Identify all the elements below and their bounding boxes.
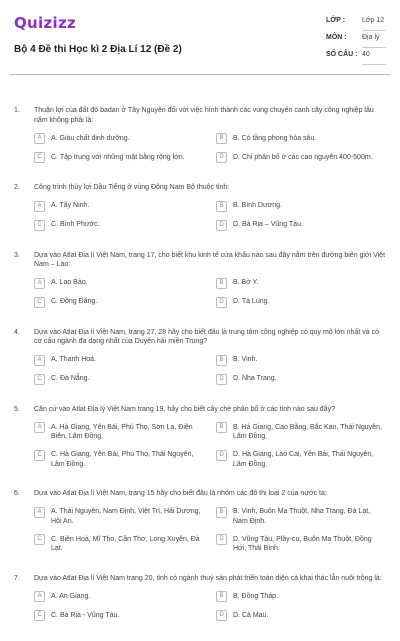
option-text: C. Biên Hoà, Mĩ Tho, Cần Thơ, Long Xuyên, Đà Lạt. bbox=[51, 535, 200, 552]
option-letter-box[interactable]: C bbox=[34, 374, 45, 385]
question-number: 6. bbox=[14, 490, 20, 497]
option-letter-box[interactable]: D bbox=[216, 297, 227, 308]
answer-option[interactable] bbox=[34, 591, 204, 602]
question-text: Căn cứ vào Atlat Địa lý Việt Nam trang 19, hãy cho biết cây chè phân bố ở các tỉnh nào sau đây? bbox=[34, 405, 335, 413]
option-letter-box[interactable]: D bbox=[216, 152, 227, 163]
question-number: 3. bbox=[14, 251, 20, 259]
meta-label: SỐ CÂU : bbox=[326, 51, 358, 58]
option-text: B. Có tầng phong hóa sâu. bbox=[233, 134, 317, 142]
answer-options bbox=[14, 278, 386, 316]
option-text: D. Bà Rịa – Vũng Tàu. bbox=[233, 221, 303, 228]
answer-option[interactable] bbox=[216, 278, 386, 289]
option-text: B. Bình Dương. bbox=[233, 202, 282, 209]
question-number: 5. bbox=[14, 405, 20, 413]
option-letter-box[interactable]: C bbox=[34, 534, 45, 545]
option-text: C. Đồng Đăng. bbox=[51, 298, 98, 305]
option-text: D. Cà Mau. bbox=[233, 611, 269, 619]
answer-option[interactable] bbox=[216, 297, 386, 308]
meta-value: 40 bbox=[362, 51, 370, 58]
question-item bbox=[14, 328, 386, 393]
answer-option[interactable] bbox=[34, 534, 204, 554]
option-text: C. Bà Rịa - Vũng Tàu. bbox=[51, 611, 120, 619]
option-text: D. Hà Giang, Lào Cai, Yên Bái, Thái Nguyên, Lâm Đồng. bbox=[233, 451, 374, 468]
option-letter-box[interactable]: D bbox=[216, 450, 227, 461]
option-text: D. Chỉ phân bố ở các cao nguyên 400-500m. bbox=[233, 153, 373, 161]
header-divider bbox=[10, 74, 390, 75]
option-text: C. Tập trung với những mặt bằng rộng lớn. bbox=[51, 153, 185, 161]
answer-options bbox=[14, 591, 386, 629]
option-letter-box[interactable]: D bbox=[216, 534, 227, 545]
option-letter-box[interactable]: A bbox=[34, 591, 45, 602]
answer-option[interactable] bbox=[34, 422, 204, 442]
question-header bbox=[14, 489, 386, 499]
answer-options bbox=[14, 507, 386, 562]
question-number: 7. bbox=[14, 574, 20, 582]
answer-option[interactable] bbox=[216, 152, 386, 163]
option-text: D. Tà Lùng. bbox=[233, 298, 270, 305]
meta-label: LỚP : bbox=[326, 17, 346, 24]
answer-option[interactable] bbox=[34, 507, 204, 527]
option-letter-box[interactable]: B bbox=[216, 278, 227, 289]
meta-value: Địa lý bbox=[362, 34, 380, 41]
option-text: B. Vinh. bbox=[233, 356, 258, 363]
question-header bbox=[14, 328, 386, 347]
option-letter-box[interactable]: B bbox=[216, 133, 227, 144]
meta-row-class bbox=[326, 14, 386, 31]
option-text: A. Thái Nguyên, Nam Định, Việt Trì, Hải Dương, Hội An. bbox=[51, 508, 201, 525]
answer-options bbox=[14, 422, 386, 477]
question-text: Dựa vào Atlat Địa lí Việt Nam, trang 17, cho biết khu kinh tế cửa khẩu nào sau đây nằm trên đường biên giới Việt Nam – Lào: bbox=[34, 251, 386, 268]
question-item bbox=[14, 489, 386, 562]
option-letter-box[interactable]: D bbox=[216, 610, 227, 621]
answer-option[interactable] bbox=[34, 374, 204, 385]
option-letter-box[interactable]: C bbox=[34, 152, 45, 163]
option-letter-box[interactable]: A bbox=[34, 422, 45, 433]
answer-option[interactable] bbox=[216, 201, 386, 212]
question-number: 4. bbox=[14, 328, 20, 336]
option-letter-box[interactable]: A bbox=[34, 133, 45, 144]
question-text: Dựa vào Atlat Địa lí Việt Nam, trang 27, 28 hãy cho biết đâu là trung tâm công nghiệp có quy mô lớn nhất và có cơ cấu ngành đa dạng nhất của Duyên hải miền Trung? bbox=[34, 328, 379, 345]
worksheet-meta bbox=[326, 14, 386, 65]
option-letter-box[interactable]: A bbox=[34, 201, 45, 212]
meta-row-subject bbox=[326, 31, 386, 48]
worksheet-header bbox=[14, 14, 386, 66]
option-letter-box[interactable]: A bbox=[34, 355, 45, 366]
question-text: Dựa vào Atlat Địa lí Việt Nam, trang 15 hãy cho biết đâu là nhóm các đô thị loại 2 của nước ta: bbox=[34, 490, 327, 497]
answer-options bbox=[14, 133, 386, 171]
question-text: Thuận lợi của đất đỏ badan ở Tây Nguyên đối với việc hình thành các vùng chuyên canh cây công nghiệp lâu năm không phải là: bbox=[34, 107, 374, 124]
answer-option[interactable] bbox=[34, 355, 204, 366]
answer-options bbox=[14, 201, 386, 239]
answer-option[interactable] bbox=[34, 201, 204, 212]
question-item bbox=[14, 251, 386, 316]
option-letter-box[interactable]: B bbox=[216, 201, 227, 212]
question-header bbox=[14, 251, 386, 270]
meta-value: Lớp 12 bbox=[362, 17, 385, 24]
option-letter-box[interactable]: B bbox=[216, 355, 227, 366]
option-letter-box[interactable]: D bbox=[216, 374, 227, 385]
question-text: Dựa vào Atlat Địa lí Việt Nam trang 20, tỉnh có ngành thuỷ sản phát triển toàn diện cả khai thác lẫn nuôi trồng là: bbox=[34, 574, 382, 582]
question-header bbox=[14, 574, 386, 584]
answer-option[interactable] bbox=[216, 133, 386, 144]
option-letter-box[interactable]: C bbox=[34, 297, 45, 308]
option-text: C. Đà Nẵng. bbox=[51, 375, 90, 382]
answer-option[interactable] bbox=[216, 610, 386, 621]
question-item bbox=[14, 106, 386, 171]
answer-option[interactable] bbox=[216, 220, 386, 231]
option-letter-box[interactable]: D bbox=[216, 220, 227, 231]
answer-option[interactable] bbox=[216, 591, 386, 602]
meta-row-question-count bbox=[326, 48, 386, 65]
question-item bbox=[14, 405, 386, 478]
quizizz-logo: Quizizz bbox=[14, 14, 77, 32]
option-text: A. Lao Bảo. bbox=[51, 279, 88, 286]
option-text: A. Hà Giang, Yên Bái, Phú Thọ, Sơn La, Điện Biên, Lâm Đồng. bbox=[51, 423, 193, 440]
option-text: B. Vinh, Buôn Ma Thuột, Nha Trang, Đà Lạt, Nam Định. bbox=[233, 508, 371, 525]
answer-option[interactable] bbox=[34, 152, 204, 163]
meta-underline bbox=[362, 64, 386, 65]
answer-options bbox=[14, 355, 386, 393]
option-letter-box[interactable]: A bbox=[34, 278, 45, 289]
answer-option[interactable] bbox=[216, 507, 386, 527]
option-text: B. Hà Giang, Cao Bằng, Bắc Kạn, Thái Nguyên, Lâm Đồng. bbox=[233, 423, 382, 440]
option-text: A. An Giang. bbox=[51, 592, 91, 600]
option-text: C. Hà Giang, Yên Bái, Phú Thọ, Thái Nguyên, Lâm Đồng. bbox=[51, 451, 194, 468]
option-letter-box[interactable]: C bbox=[34, 610, 45, 621]
answer-option[interactable] bbox=[216, 374, 386, 385]
answer-option[interactable] bbox=[34, 450, 204, 470]
answer-option[interactable] bbox=[216, 450, 386, 470]
worksheet-title: Bộ 4 Đề thi Học kì 2 Địa Lí 12 (Đề 2) bbox=[14, 44, 182, 55]
question-header bbox=[14, 183, 386, 193]
option-text: B. Bờ Y. bbox=[233, 279, 259, 286]
option-text: A. Tây Ninh. bbox=[51, 202, 90, 209]
option-letter-box[interactable]: B bbox=[216, 422, 227, 433]
answer-option[interactable] bbox=[34, 297, 204, 308]
question-item bbox=[14, 183, 386, 239]
question-header bbox=[14, 405, 386, 415]
question-item bbox=[14, 574, 386, 630]
option-letter-box[interactable]: A bbox=[34, 507, 45, 518]
answer-option[interactable] bbox=[34, 220, 204, 231]
option-text: A. Thanh Hoá. bbox=[51, 356, 97, 363]
answer-option[interactable] bbox=[34, 133, 204, 144]
answer-option[interactable] bbox=[216, 422, 386, 442]
option-text: C. Bình Phước. bbox=[51, 221, 100, 228]
option-letter-box[interactable]: B bbox=[216, 591, 227, 602]
option-letter-box[interactable]: C bbox=[34, 220, 45, 231]
question-number: 2. bbox=[14, 184, 20, 191]
option-text: B. Đồng Tháp. bbox=[233, 592, 279, 600]
option-letter-box[interactable]: C bbox=[34, 450, 45, 461]
option-text: D. Nha Trang. bbox=[233, 375, 277, 382]
option-text: A. Giàu chất dinh dưỡng. bbox=[51, 134, 130, 142]
question-header bbox=[14, 106, 386, 125]
question-number: 1. bbox=[14, 107, 20, 114]
question-list bbox=[14, 106, 386, 641]
meta-label: MÔN : bbox=[326, 34, 347, 41]
answer-option[interactable] bbox=[216, 355, 386, 366]
option-letter-box[interactable]: B bbox=[216, 507, 227, 518]
answer-option[interactable] bbox=[216, 534, 386, 554]
option-text: D. Vũng Tàu, Plây-cu, Buôn Ma Thuột, Đồng Hới, Thái Bình. bbox=[233, 535, 372, 552]
answer-option[interactable] bbox=[34, 278, 204, 289]
question-text: Công trình thủy lợi Dầu Tiếng ở vùng Đông Nam Bộ thuộc tỉnh: bbox=[34, 184, 230, 191]
answer-option[interactable] bbox=[34, 610, 204, 621]
